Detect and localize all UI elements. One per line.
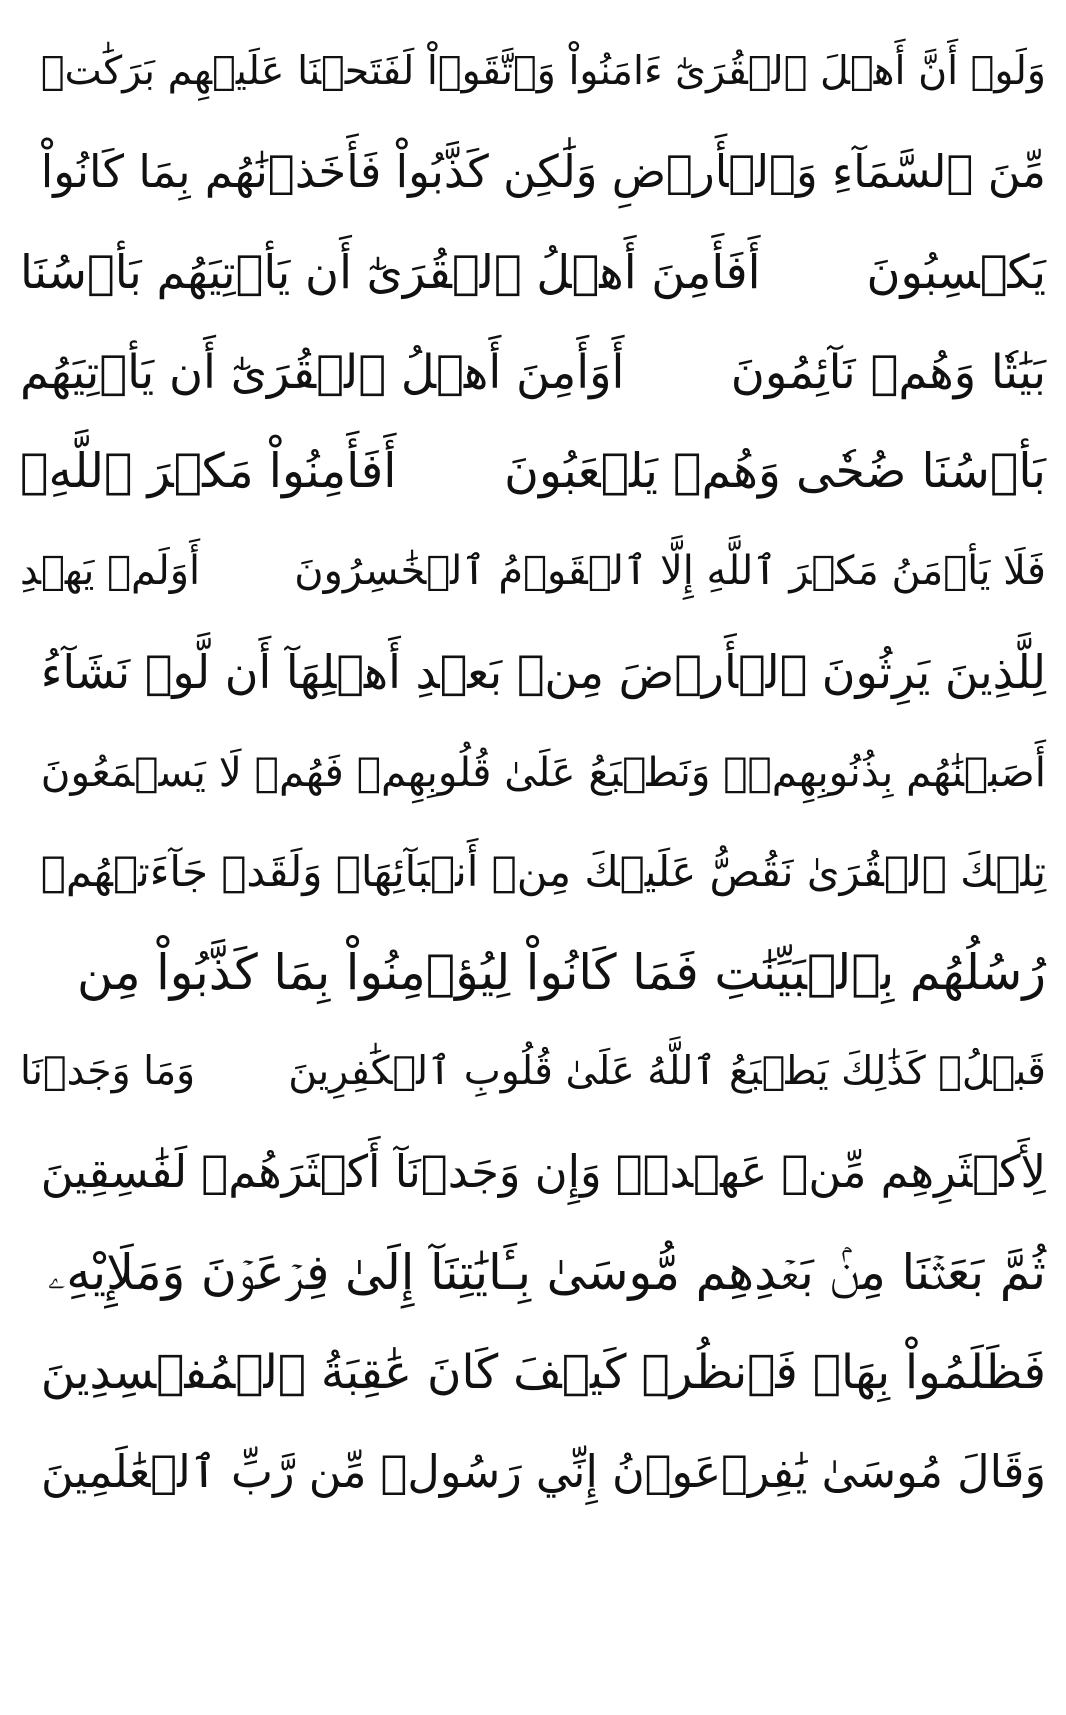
line-text-start: بَأۡسُنَا ضُحٗى وَهُمۡ يَلۡعَبُونَ <box>504 444 1046 500</box>
line-text: تِلۡكَ ٱلۡقُرَىٰ نَقُصُّ عَلَيۡكَ مِنۡ أَنۢبَآئِهَاۚ وَلَقَدۡ جَآءَتۡهُمۡ <box>40 847 1046 897</box>
line-text: فَظَلَمُواْ بِهَاۖ فَٱنظُرۡ كَيۡفَ كَانَ عَٰقِبَةُ ٱلۡمُفۡسِدِينَ <box>40 1344 1046 1400</box>
line-text-start: يَكۡسِبُونَ <box>866 244 1046 299</box>
line-text: أَصَبۡنَٰهُم بِذُنُوبِهِمۡۚ وَنَطۡبَعُ عَلَىٰ قُلُوبِهِمۡ فَهُمۡ لَا يَسۡمَعُونَ <box>40 747 1046 796</box>
line-text-start: قَبۡلُۚ كَذَٰلِكَ يَطۡبَعُ ٱللَّهُ عَلَىٰ قُلُوبِ ٱلۡكَٰفِرِينَ <box>288 1048 1046 1095</box>
line-text: مِّنَ ٱلسَّمَآءِ وَٱلۡأَرۡضِ وَلَٰكِن كَذَّبُواْ فَأَخَذۡنَٰهُم بِمَا كَانُواْ <box>40 144 1046 198</box>
text-line-15 <box>20 1422 1046 1522</box>
text-line-11 <box>20 1022 1046 1122</box>
quran-text-block <box>20 22 1046 1522</box>
text-line-7 <box>20 622 1046 722</box>
line-text: لِأَكۡثَرِهِم مِّنۡ عَهۡدٖۖ وَإِن وَجَدۡنَآ أَكۡثَرَهُمۡ لَفَٰسِقِينَ <box>40 1144 1046 1198</box>
line-text: ثُمَّ بَعَثۡنَا مِنۢ بَعۡدِهِم مُّوسَىٰ بِـَٔايَٰتِنَآ إِلَىٰ فِرۡعَوۡنَ وَمَلَإِيْهِۦ <box>47 1243 1046 1301</box>
line-text-end: أَوَلَمۡ يَهۡدِ <box>20 548 201 595</box>
text-line-4 <box>20 322 1046 422</box>
line-text-end: أَوَأَمِنَ أَهۡلُ ٱلۡقُرَىٰٓ أَن يَأۡتِيَهُم <box>20 344 625 399</box>
text-line-13 <box>20 1222 1046 1322</box>
text-line-2 <box>20 122 1046 222</box>
line-text-end: أَفَأَمِنَ أَهۡلُ ٱلۡقُرَىٰٓ أَن يَأۡتِيَهُم بَأۡسُنَا <box>20 244 761 299</box>
text-line-10 <box>20 922 1046 1022</box>
text-line-6 <box>20 522 1046 622</box>
line-text: لِلَّذِينَ يَرِثُونَ ٱلۡأَرۡضَ مِنۢ بَعۡدِ أَهۡلِهَآ أَن لَّوۡ نَشَآءُ <box>40 645 1046 699</box>
line-text-end: وَمَا وَجَدۡنَا <box>20 1048 196 1095</box>
line-text-start: بَيَٰتٗا وَهُمۡ نَآئِمُونَ <box>730 344 1046 399</box>
text-line-14 <box>20 1322 1046 1422</box>
line-text: وَلَوۡ أَنَّ أَهۡلَ ٱلۡقُرَىٰٓ ءَامَنُواْ وَٱتَّقَوۡاْ لَفَتَحۡنَا عَلَيۡهِم بَرَكَٰتٖ <box>40 48 1046 95</box>
line-text-end: أَفَأَمِنُواْ مَكۡرَ ٱللَّهِۚ <box>20 444 397 500</box>
text-line-1 <box>20 22 1046 122</box>
line-text: رُسُلُهُم بِٱلۡبَيِّنَٰتِ فَمَا كَانُواْ لِيُؤۡمِنُواْ بِمَا كَذَّبُواْ مِن <box>77 943 1046 1001</box>
line-text: وَقَالَ مُوسَىٰ يَٰفِرۡعَوۡنُ إِنِّي رَسُولٞ مِّن رَّبِّ ٱلۡعَٰلَمِينَ <box>40 1445 1046 1498</box>
text-line-5 <box>20 422 1046 522</box>
line-text-start: فَلَا يَأۡمَنُ مَكۡرَ ٱللَّهِ إِلَّا ٱلۡقَوۡمُ ٱلۡخَٰسِرُونَ <box>294 548 1046 595</box>
text-line-9 <box>20 822 1046 922</box>
text-line-8 <box>20 722 1046 822</box>
text-line-12 <box>20 1122 1046 1222</box>
text-line-3 <box>20 222 1046 322</box>
